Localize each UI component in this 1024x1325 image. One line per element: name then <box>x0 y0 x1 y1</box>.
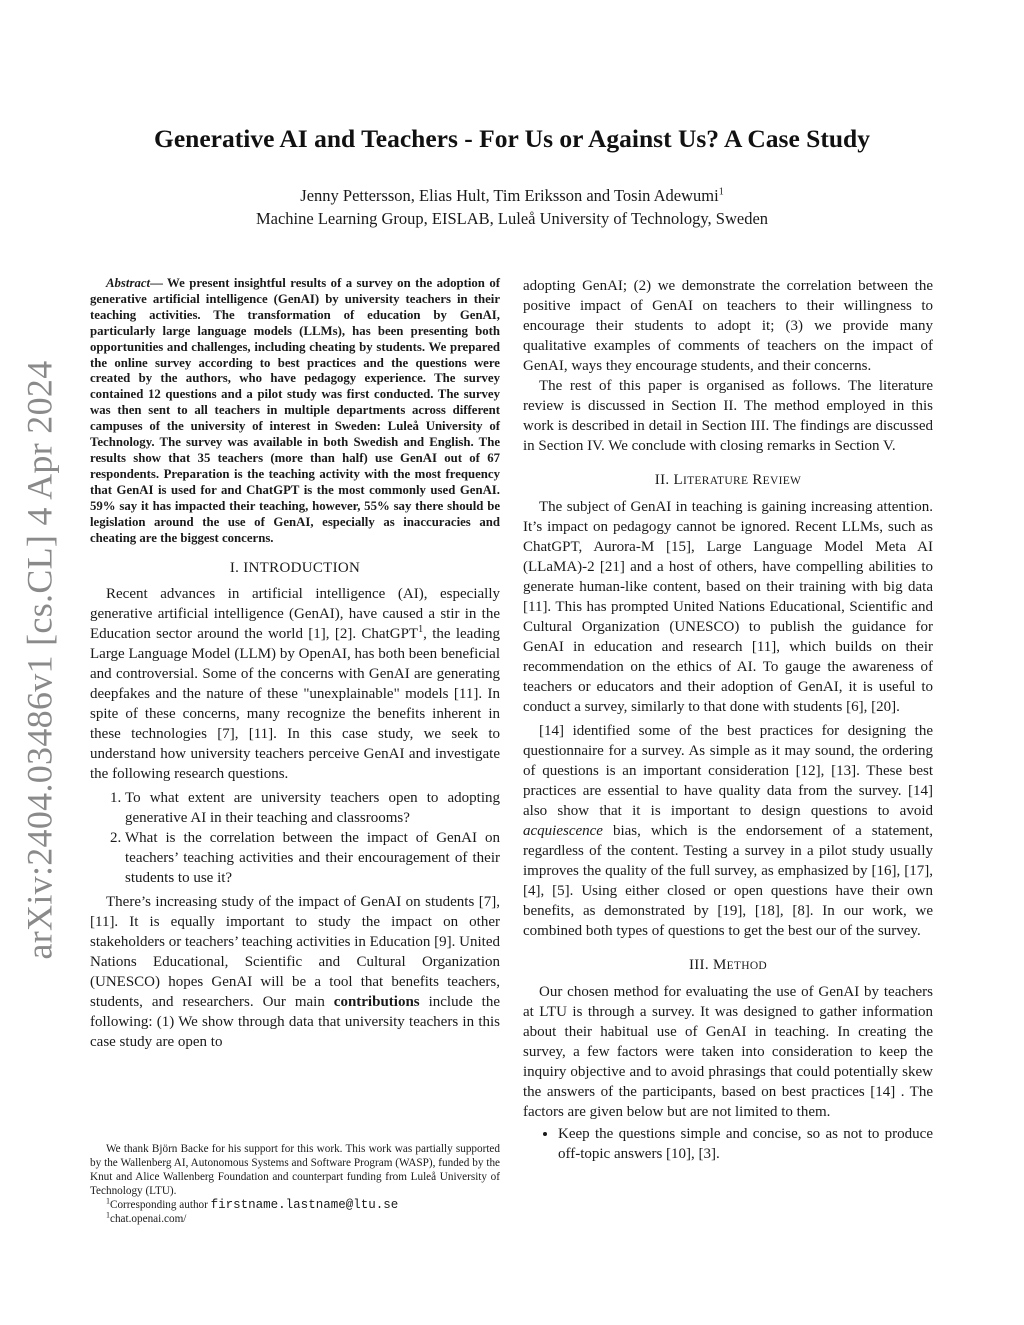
method-factor: • Keep the questions simple and concise, so as not to produce off-topic answers [10], [3]. <box>558 1124 933 1164</box>
corresponding-email: firstname.lastname@ltu.se <box>210 1198 399 1212</box>
section-heading-method: III. METHOD <box>688 957 768 973</box>
intro-paragraph-3: The rest of this paper is organised as follows. The literature review is discussed in Section II. The method employed in this work is described in detail in Section III. The findings are discussed in Section IV. We conclude with closing remarks in Section V. <box>523 378 933 454</box>
abstract-label: Abstract <box>106 276 151 290</box>
research-question: 1. To what extent are university teachers open to adopting generative AI in their teaching and classrooms? <box>125 788 500 828</box>
method-factor-list <box>523 1124 933 1164</box>
research-question: 2. What is the correlation between the impact of GenAI on teachers’ teaching activities and their encouragement of their students to use it? <box>125 828 500 888</box>
right-column <box>523 276 933 1164</box>
author-footnote-mark: 1 <box>718 186 724 198</box>
author-affiliation: Machine Learning Group, EISLAB, Luleå University of Technology, Sweden <box>255 209 769 228</box>
url-footnote: $^1$chat.openai.com/ <box>106 1210 187 1225</box>
arxiv-watermark <box>10 360 70 960</box>
left-column <box>90 276 500 1052</box>
literature-paragraph-1: The subject of GenAI in teaching is gaining increasing attention. It’s impact on pedagogy cannot be ignored. Recent LLMs, such as ChatGPT, Aurora-M [15], Large Language Model Meta AI (LLaMA)-2 [21] and a host of others, have compelling abilities to generate human-like content, based on their training with big data [11]. This has prompted United Nations Educational, Scientific and Cultural Organization (UNESCO) to publish the guidance for GenAI in education and research [11], which builds on their recommendation on the ethics of AI. To gauge the awareness of teachers or educators and their adoption of GenAI, it is useful to conduct a survey, similarly to that done with students [6], [20]. <box>523 499 933 715</box>
corresponding-author-footnote: $^1$Corresponding author firstname.lastname@ltu.se <box>106 1196 399 1212</box>
author-block <box>80 184 944 230</box>
paper-title: Generative AI and Teachers - For Us or Against Us? A Case Study <box>154 124 870 153</box>
acknowledgement-footnote: We thank Björn Backe for his support for this work. This work was partially supported by the Wallenberg AI, Autonomous Systems and Software Program (WASP), funded by the Knut and Alice Wallenberg Foundation and counterpart funding from Luleå University of Technology (LTU). <box>90 1143 500 1197</box>
arxiv-id: arXiv:2404.03486v1 [cs.CL] 4 Apr 2024 <box>20 360 61 960</box>
author-names: Jenny Pettersson, Elias Hult, Tim Eriksson and Tosin Adewumi$^1$ <box>300 186 724 205</box>
research-questions <box>90 788 500 888</box>
abstract: Abstract— We present insightful results of a survey on the adoption of generative artificial intelligence (GenAI) by university teachers in their teaching activities. The transformation of education by GenAI, particularly large language models (LLMs), has been presenting both opportunities and challenges, including cheating by students. We prepared the online survey according to best practices and the questions were created by the authors, who have pedagogy experience. The survey contained 12 questions and a pilot study was first conducted. The survey was then sent to all teachers in multiple departments across different campuses of the university of interest in Sweden: Luleå University of Technology. The survey was available in both Swedish and English. The results show that 35 teachers (more than half) use GenAI out of 67 respondents. Preparation is the teaching activity with the most frequency that GenAI is used for and ChatGPT is the most commonly used GenAI. 59% say it has impacted their teaching, however, 55% say there should be legislation around the use of GenAI, especially as inaccuracies and cheating are the biggest concerns. <box>90 276 500 545</box>
section-heading-introduction: I. INTRODUCTION <box>229 560 361 577</box>
method-paragraph-1: Our chosen method for evaluating the use of GenAI by teachers at LTU is through a survey. It was designed to gather information about their habitual use of GenAI in teaching. In creating the survey, a few factors were taken into consideration to keep the inquiry objective and to avoid phrasings that could potentially skew the answers of the participants, based on best practices [14] . The factors are given below but are not limited to them. <box>523 984 933 1120</box>
section-heading-literature-review: II. LITERATURE REVIEW <box>654 472 802 488</box>
footnotes <box>90 1142 500 1226</box>
intro-paragraph-2-continued: adopting GenAI; (2) we demonstrate the correlation between the positive impact of GenAI on teachers to their willingness to encourage their students to adopt it; (3) we provide many qualitative examples of comments of teachers on the impact of GenAI, ways they encourage students, and their concerns. <box>523 278 933 374</box>
abstract-text: We present insightful results of a survey on the adoption of generative artificial intelligence (GenAI) by university teachers in their teaching activities. The transformation of education by GenAI, particularly large language models (LLMs), has been presenting both opportunities and challenges, including cheating by students. We prepared the online survey according to best practices and the questions were created by the authors, who have pedagogy experience. The survey contained 12 questions and a pilot study was first conducted. The survey was then sent to all teachers in multiple departments across different campuses of the university of interest in Sweden: Luleå University of Technology. The survey was available in both Swedish and English. The results show that 35 teachers (more than half) use GenAI out of 67 respondents. Preparation is the teaching activity with the most frequency that GenAI is used for and ChatGPT is the most commonly used GenAI. 59% say it has impacted their teaching, however, 55% say there should be legislation around the use of GenAI, especially as inaccuracies and cheating are the biggest concerns. <box>90 276 500 545</box>
intro-paragraph-1: Recent advances in artificial intelligence (AI), especially generative artificial intelligence (GenAI), have caused a stir in the Education sector around the world [1], [2]. ChatGPT$^1$, the leading Large Language Model (LLM) by OpenAI, has both been beneficial and controversial. Some of the concerns with GenAI are generating deepfakes and the nature of these "unexplainable" models [11]. In spite of these concerns, many recognize the benefits inherent in these technologies [7], [11]. In this case study, we seek to understand how university teachers perceive GenAI and investigate the following research questions. <box>90 586 501 783</box>
literature-paragraph-2: [14] identified some of the best practices for designing the questionnaire for a survey. As simple as it may sound, the ordering of questions is an important consideration [12], [13]. These best practices are essential to have quality data from the survey. [14] also show that it is important to design questions to avoid acquiescence bias, which is the endorsement of a statement, regardless of the content. Testing a survey in a pilot study usually improves the quality of the full survey, as emphasized by [16], [17], [4], [5]. Using either closed or open questions have their own benefits, as demonstrated by [19], [18], [8]. In our work, we combined both types of questions to get the best our of the survey. <box>523 723 933 939</box>
intro-paragraph-2: There’s increasing study of the impact of GenAI on students [7], [11]. It is equally important to study the impact on other stakeholders or teachers’ teaching activities in Education [9]. United Nations Educational, Scientific and Cultural Organization (UNESCO) hopes GenAI will be a tool that benefits teachers, students, and researchers. Our main contributions include the following: (1) We show through data that university teachers in this case study are open to <box>90 894 500 1051</box>
